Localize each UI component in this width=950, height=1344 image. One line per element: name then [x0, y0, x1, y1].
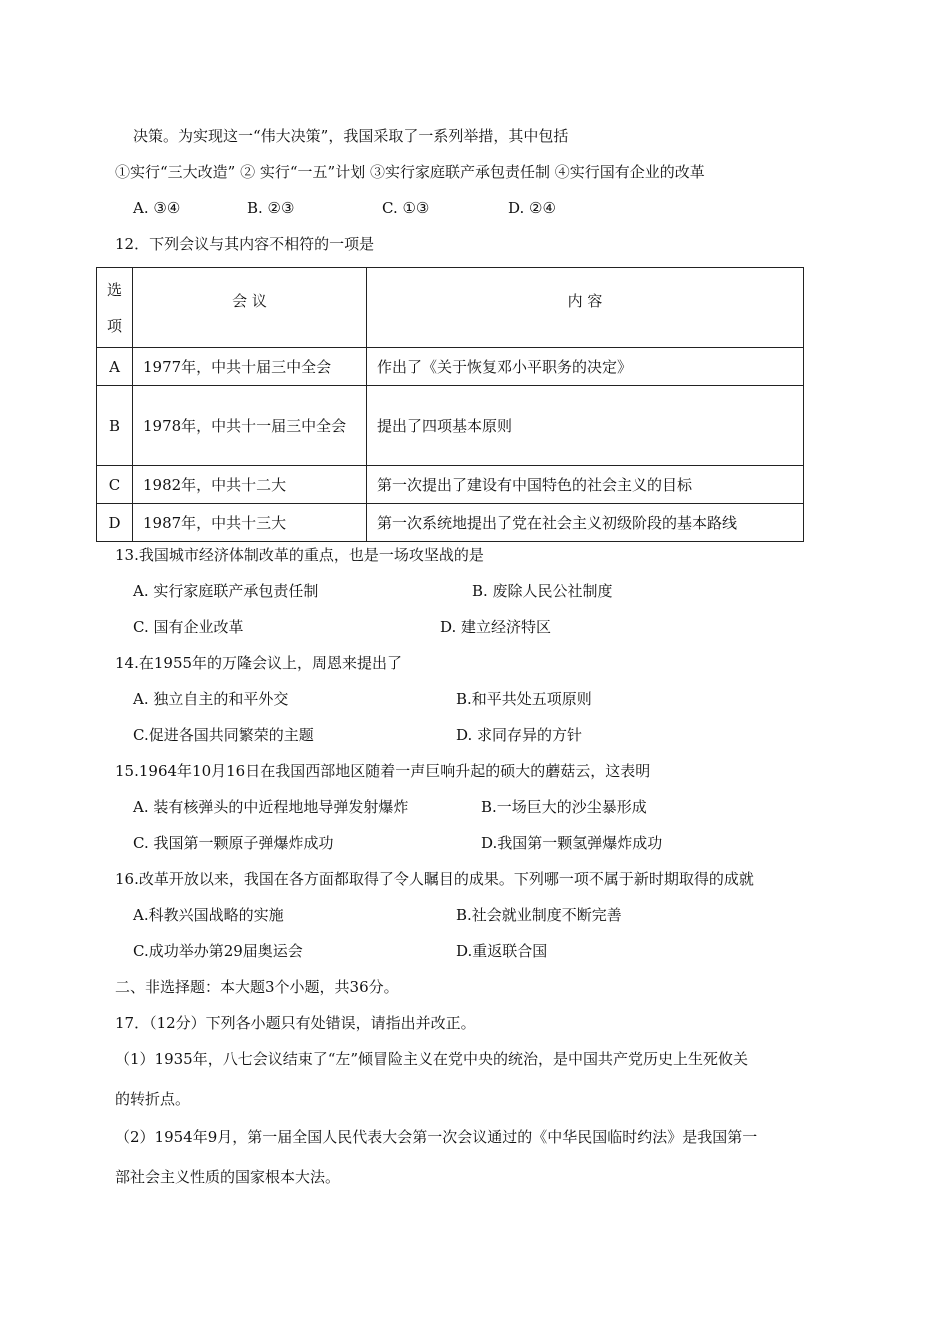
- header-content: 内 容: [367, 268, 804, 348]
- q16-stem: 16.改革开放以来，我国在各方面都取得了令人瞩目的成果。下列哪一项不属于新时期取得的成就: [115, 870, 754, 888]
- row-option: C: [97, 466, 133, 504]
- table-row: [97, 466, 804, 504]
- meetings-table: [96, 267, 804, 542]
- section-2-heading: 二、非选择题：本大题3个小题，共36分。: [115, 978, 399, 996]
- q16-option-d: D.重返联合国: [456, 942, 548, 960]
- row-option: B: [97, 386, 133, 466]
- q17-part2-line2: 部社会主义性质的国家根本大法。: [115, 1168, 341, 1186]
- row-meeting: 1987年，中共十三大: [133, 504, 367, 542]
- q14-option-a: A. 独立自主的和平外交: [133, 690, 289, 708]
- q13-stem: 13.我国城市经济体制改革的重点，也是一场攻坚战的是: [115, 546, 484, 564]
- row-content: 提出了四项基本原则: [367, 386, 804, 466]
- q15-stem: 15.1964年10月16日在我国西部地区随着一声巨响升起的硕大的蘑菇云，这表明: [115, 762, 651, 780]
- table-row: [97, 386, 804, 466]
- table-row: [97, 348, 804, 386]
- q16-option-c: C.成功举办第29届奥运会: [133, 942, 303, 960]
- header-option: [97, 268, 133, 348]
- q17-stem: 17．（12分）下列各小题只有处错误，请指出并改正。: [115, 1014, 476, 1032]
- q14-option-b: B.和平共处五项原则: [456, 690, 592, 708]
- header-option-char-2: 项: [107, 316, 123, 335]
- q15-option-a: A. 装有核弹头的中近程地地导弹发射爆炸: [133, 798, 409, 816]
- q11-stem-tail: 决策。为实现这一“伟大决策”，我国采取了一系列举措，其中包括: [133, 127, 569, 145]
- q15-option-d: D.我国第一颗氢弹爆炸成功: [481, 834, 663, 852]
- table-header-row: [97, 268, 804, 348]
- table-row: [97, 504, 804, 542]
- row-content: 第一次提出了建设有中国特色的社会主义的目标: [367, 466, 804, 504]
- q11-items: ①实行“三大改造” ② 实行“一五”计划 ③实行家庭联产承包责任制 ④实行国有企业的改革: [115, 163, 705, 181]
- q14-option-d: D. 求同存异的方针: [456, 726, 583, 744]
- header-meeting: 会 议: [133, 268, 367, 348]
- q15-option-b: B.一场巨大的沙尘暴形成: [481, 798, 647, 816]
- q11-option-b: B. ②③: [247, 199, 295, 217]
- q13-option-b: B. 废除人民公社制度: [472, 582, 613, 600]
- row-meeting: 1982年，中共十二大: [133, 466, 367, 504]
- row-content: 第一次系统地提出了党在社会主义初级阶段的基本路线: [367, 504, 804, 542]
- row-meeting: 1978年，中共十一届三中全会: [133, 386, 367, 466]
- q11-option-d: D. ②④: [508, 199, 556, 217]
- q16-option-a: A.科教兴国战略的实施: [133, 906, 284, 924]
- q16-option-b: B.社会就业制度不断完善: [456, 906, 622, 924]
- row-option: D: [97, 504, 133, 542]
- row-option: A: [97, 348, 133, 386]
- q17-part2-line1: （2）1954年9月，第一届全国人民代表大会第一次会议通过的《中华民国临时约法》是我国第一: [115, 1128, 758, 1146]
- q14-option-c: C.促进各国共同繁荣的主题: [133, 726, 314, 744]
- q14-stem: 14.在1955年的万隆会议上，周恩来提出了: [115, 654, 403, 672]
- row-content: 作出了《关于恢复邓小平职务的决定》: [367, 348, 804, 386]
- q12-stem: 12．下列会议与其内容不相符的一项是: [115, 235, 375, 253]
- row-meeting: 1977年，中共十届三中全会: [133, 348, 367, 386]
- q11-option-c: C. ①③: [382, 199, 430, 217]
- q13-option-d: D. 建立经济特区: [440, 618, 552, 636]
- q17-part1-line2: 的转折点。: [115, 1090, 191, 1108]
- header-option-char-1: 选: [107, 280, 123, 299]
- q13-option-c: C. 国有企业改革: [133, 618, 244, 636]
- q15-option-c: C. 我国第一颗原子弹爆炸成功: [133, 834, 334, 852]
- q17-part1-line1: （1）1935年，八七会议结束了“左”倾冒险主义在党中央的统治，是中国共产党历史上生死攸关: [115, 1050, 749, 1068]
- q13-option-a: A. 实行家庭联产承包责任制: [133, 582, 319, 600]
- q11-option-a: A. ③④: [133, 199, 181, 217]
